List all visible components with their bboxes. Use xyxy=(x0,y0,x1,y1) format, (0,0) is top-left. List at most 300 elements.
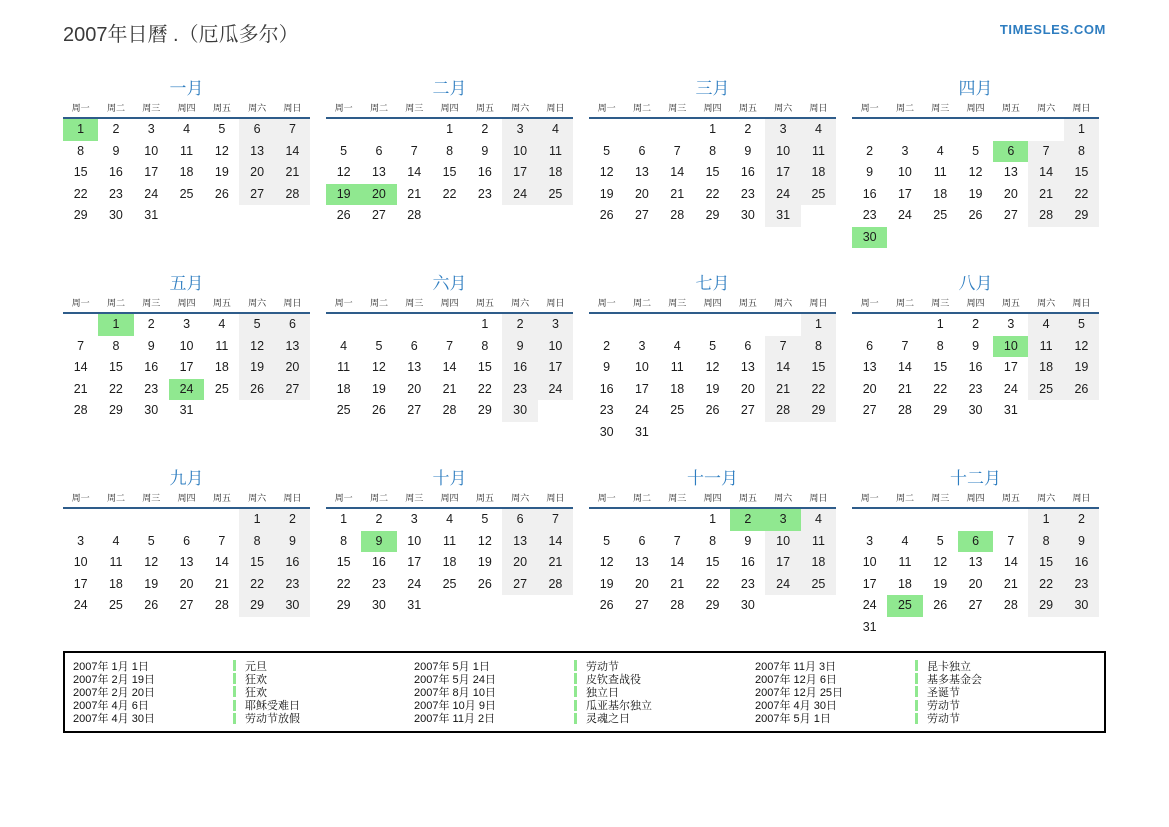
month-block-1 xyxy=(63,76,310,248)
day-cell: 14 xyxy=(442,360,457,374)
day-cell: 3 xyxy=(410,512,418,526)
day-cell: 26 xyxy=(239,379,274,401)
day-cell: 28 xyxy=(1028,205,1063,227)
day-cell: 4 xyxy=(340,338,348,353)
day-cell xyxy=(1064,227,1099,249)
day-cell: 21 xyxy=(1003,576,1018,591)
day-cell xyxy=(326,314,361,336)
day-cell: 21 xyxy=(670,186,685,201)
day-cell: 7 xyxy=(77,338,85,353)
day-cell: 7 xyxy=(901,338,909,353)
day-cell: 17 xyxy=(502,162,537,184)
day-cell: 20 xyxy=(239,162,274,184)
weekday-label: 周一 xyxy=(860,298,879,308)
day-cell: 19 xyxy=(599,186,614,201)
day-cell xyxy=(801,595,836,617)
month-block-3 xyxy=(589,76,836,248)
day-cell: 12 xyxy=(477,533,492,548)
page-title: 2007年日曆 .（厄瓜多尔） xyxy=(63,24,299,46)
day-cell: 13 xyxy=(239,141,274,163)
weekday-label: 周三 xyxy=(668,298,687,308)
day-cell: 17 xyxy=(407,555,422,569)
weekday-header-row xyxy=(589,101,836,119)
day-cell: 20 xyxy=(1003,186,1018,201)
day-cell xyxy=(239,205,274,227)
day-cell: 7 xyxy=(275,119,310,141)
day-cell: 17 xyxy=(634,381,649,396)
day-cell xyxy=(660,314,695,336)
days-grid xyxy=(63,119,310,227)
weekday-label: 周日 xyxy=(283,493,302,503)
day-cell: 7 xyxy=(1007,533,1015,548)
day-cell: 10 xyxy=(634,360,649,374)
day-cell xyxy=(958,227,993,249)
day-cell xyxy=(887,509,922,531)
day-cell: 14 xyxy=(897,360,912,374)
day-cell: 13 xyxy=(502,531,537,553)
legend-date: 2007年 10月 9日 xyxy=(414,700,496,713)
legend-holiday-name: 圣诞节 xyxy=(927,686,960,699)
day-cell: 18 xyxy=(670,381,685,396)
legend-group-3 xyxy=(755,659,1096,725)
day-cell: 17 xyxy=(765,162,800,184)
day-cell: 27 xyxy=(239,184,274,206)
day-cell xyxy=(275,205,310,227)
day-cell: 27 xyxy=(275,379,310,401)
day-cell xyxy=(397,119,432,141)
weekday-header-row xyxy=(852,491,1099,509)
day-cell: 2 xyxy=(112,122,120,136)
day-cell: 16 xyxy=(862,186,877,201)
day-cell: 9 xyxy=(112,143,120,158)
day-cell: 7 xyxy=(446,338,454,353)
legend-date: 2007年 11月 2日 xyxy=(414,713,496,726)
day-cell: 31 xyxy=(634,424,649,439)
weekday-label: 周二 xyxy=(632,493,651,503)
day-cell: 5 xyxy=(340,143,348,158)
day-cell xyxy=(204,509,239,531)
day-cell: 16 xyxy=(108,165,123,179)
day-cell: 31 xyxy=(179,403,194,417)
day-cell: 9 xyxy=(481,143,489,158)
day-cell: 25 xyxy=(538,184,573,206)
day-cell: 15 xyxy=(73,165,88,179)
day-cell: 5 xyxy=(603,143,611,158)
day-cell: 15 xyxy=(801,357,836,379)
day-cell: 16 xyxy=(477,165,492,179)
day-cell: 31 xyxy=(765,205,800,227)
day-cell: 10 xyxy=(862,555,877,569)
legend-holiday-name: 基多基金会 xyxy=(927,673,982,686)
day-cell xyxy=(730,422,765,444)
day-cell: 28 xyxy=(275,184,310,206)
weekday-header-row xyxy=(63,101,310,119)
legend-row xyxy=(73,712,414,725)
day-cell: 20 xyxy=(634,186,649,201)
day-cell: 3 xyxy=(765,119,800,141)
day-cell xyxy=(958,119,993,141)
legend-holiday-name: 劳动节 xyxy=(586,660,619,673)
day-cell xyxy=(467,595,502,617)
day-cell xyxy=(432,314,467,336)
legend-holiday-name: 劳动节放假 xyxy=(245,713,300,726)
day-cell: 31 xyxy=(144,208,159,222)
weekday-label: 周三 xyxy=(668,493,687,503)
day-cell: 27 xyxy=(371,208,386,222)
site-logo-link[interactable]: TIMESLES.COM xyxy=(999,22,1106,37)
holiday-marker-icon xyxy=(915,700,918,711)
weekday-label: 周四 xyxy=(966,493,985,503)
legend-date: 2007年 4月 30日 xyxy=(755,700,837,713)
weekday-header-row xyxy=(589,491,836,509)
weekday-label: 周二 xyxy=(106,298,125,308)
day-cell: 28 xyxy=(442,403,457,417)
day-cell: 14 xyxy=(407,165,422,179)
day-cell: 2 xyxy=(375,512,383,526)
weekday-label: 周五 xyxy=(738,103,757,113)
weekday-label: 周一 xyxy=(334,103,353,113)
day-cell: 9 xyxy=(603,360,611,374)
day-cell: 13 xyxy=(275,336,310,358)
day-cell-holiday: 6 xyxy=(958,531,993,553)
day-cell: 2 xyxy=(275,509,310,531)
day-cell: 24 xyxy=(897,208,912,222)
month-title: 九月 xyxy=(169,469,204,488)
day-cell: 6 xyxy=(638,143,646,158)
weekday-label: 周六 xyxy=(511,298,530,308)
day-cell: 8 xyxy=(801,336,836,358)
day-cell: 6 xyxy=(183,533,191,548)
day-cell: 4 xyxy=(801,119,836,141)
day-cell: 29 xyxy=(1064,205,1099,227)
day-cell: 13 xyxy=(179,555,194,569)
day-cell: 10 xyxy=(897,165,912,179)
day-cell: 29 xyxy=(239,595,274,617)
weekday-label: 周六 xyxy=(774,103,793,113)
day-cell: 26 xyxy=(214,186,229,201)
legend-date: 2007年 8月 10日 xyxy=(414,686,496,699)
day-cell: 27 xyxy=(634,598,649,612)
day-cell xyxy=(397,314,432,336)
day-cell: 11 xyxy=(801,531,836,553)
day-cell: 5 xyxy=(936,533,944,548)
day-cell: 20 xyxy=(634,576,649,591)
day-cell xyxy=(695,314,730,336)
day-cell: 14 xyxy=(1003,555,1018,569)
day-cell: 11 xyxy=(801,141,836,163)
day-cell: 8 xyxy=(77,143,85,158)
day-cell: 5 xyxy=(972,143,980,158)
day-cell: 21 xyxy=(670,576,685,591)
day-cell: 4 xyxy=(112,533,120,548)
day-cell: 1 xyxy=(709,122,717,136)
day-cell: 24 xyxy=(1003,381,1018,396)
legend-group-1 xyxy=(73,659,414,725)
day-cell xyxy=(432,595,467,617)
weekday-label: 周五 xyxy=(475,298,494,308)
day-cell: 8 xyxy=(446,143,454,158)
day-cell xyxy=(239,400,274,422)
day-cell xyxy=(502,205,537,227)
day-cell: 26 xyxy=(933,598,948,612)
weekday-label: 周日 xyxy=(1072,493,1091,503)
day-cell: 23 xyxy=(371,576,386,591)
month-title: 一月 xyxy=(169,79,204,98)
day-cell: 15 xyxy=(477,360,492,374)
day-cell: 11 xyxy=(109,555,123,569)
day-cell: 3 xyxy=(866,533,874,548)
day-cell xyxy=(801,205,836,227)
day-cell xyxy=(432,205,467,227)
day-cell: 22 xyxy=(705,576,720,591)
legend-date: 2007年 12月 6日 xyxy=(755,673,837,686)
day-cell xyxy=(993,119,1028,141)
day-cell xyxy=(852,509,887,531)
day-cell xyxy=(923,227,958,249)
day-cell: 2 xyxy=(147,317,155,331)
day-cell: 29 xyxy=(73,208,88,222)
day-cell: 11 xyxy=(180,143,194,158)
holiday-legend-box xyxy=(63,651,1106,733)
day-cell: 29 xyxy=(705,598,720,612)
weekday-label: 周五 xyxy=(212,493,231,503)
day-cell: 21 xyxy=(73,381,88,396)
day-cell: 28 xyxy=(670,208,685,222)
weekday-label: 周二 xyxy=(632,298,651,308)
weekday-label: 周二 xyxy=(895,298,914,308)
day-cell: 26 xyxy=(477,576,492,591)
day-cell: 26 xyxy=(599,598,614,612)
day-cell: 24 xyxy=(634,403,649,417)
day-cell: 14 xyxy=(214,555,229,569)
month-block-5 xyxy=(63,271,310,443)
month-block-2 xyxy=(326,76,573,248)
month-title: 十二月 xyxy=(950,469,1001,488)
day-cell xyxy=(1028,400,1063,422)
day-cell: 30 xyxy=(740,208,755,222)
day-cell: 6 xyxy=(239,119,274,141)
day-cell: 19 xyxy=(214,165,229,179)
weekday-label: 周六 xyxy=(248,103,267,113)
day-cell: 12 xyxy=(599,555,614,569)
day-cell: 19 xyxy=(599,576,614,591)
legend-holiday-name: 狂欢 xyxy=(245,673,267,686)
day-cell xyxy=(361,314,396,336)
day-cell: 11 xyxy=(538,141,573,163)
day-cell: 29 xyxy=(108,403,123,417)
day-cell: 2 xyxy=(972,317,980,331)
weekday-label: 周四 xyxy=(703,298,722,308)
day-cell xyxy=(993,617,1028,639)
holiday-marker-icon xyxy=(574,660,577,671)
day-cell xyxy=(589,314,624,336)
day-cell: 12 xyxy=(1064,336,1099,358)
weekday-label: 周六 xyxy=(774,298,793,308)
day-cell: 30 xyxy=(1064,595,1099,617)
weekday-label: 周三 xyxy=(405,493,424,503)
day-cell xyxy=(852,119,887,141)
day-cell: 25 xyxy=(670,403,685,417)
day-cell xyxy=(765,422,800,444)
day-cell: 5 xyxy=(239,314,274,336)
day-cell xyxy=(1028,119,1063,141)
day-cell: 3 xyxy=(183,317,191,331)
day-cell: 1 xyxy=(1064,119,1099,141)
day-cell xyxy=(923,119,958,141)
weekday-label: 周四 xyxy=(177,298,196,308)
day-cell: 9 xyxy=(1064,531,1099,553)
day-cell: 6 xyxy=(638,533,646,548)
weekday-label: 周五 xyxy=(475,493,494,503)
day-cell: 4 xyxy=(446,512,454,526)
days-grid xyxy=(852,314,1099,422)
day-cell: 18 xyxy=(442,555,457,569)
day-cell xyxy=(538,595,573,617)
day-cell: 20 xyxy=(740,381,755,396)
day-cell: 10 xyxy=(538,336,573,358)
day-cell: 12 xyxy=(371,360,386,374)
day-cell: 2 xyxy=(481,122,489,136)
day-cell xyxy=(63,314,98,336)
legend-holiday-name: 元旦 xyxy=(245,660,267,673)
day-cell: 2 xyxy=(1064,509,1099,531)
day-cell: 12 xyxy=(239,336,274,358)
weekday-label: 周四 xyxy=(966,103,985,113)
holiday-marker-icon xyxy=(915,686,918,697)
day-cell: 1 xyxy=(446,122,454,136)
day-cell: 25 xyxy=(1028,379,1063,401)
weekday-label: 周六 xyxy=(511,493,530,503)
day-cell: 16 xyxy=(599,381,614,396)
day-cell: 4 xyxy=(218,317,226,331)
month-block-7 xyxy=(589,271,836,443)
day-cell: 28 xyxy=(538,574,573,596)
day-cell: 27 xyxy=(968,598,983,612)
day-cell: 18 xyxy=(108,576,123,591)
weekday-label: 周四 xyxy=(440,298,459,308)
day-cell: 16 xyxy=(740,555,755,569)
day-cell: 27 xyxy=(1003,208,1018,222)
day-cell-holiday: 20 xyxy=(361,184,396,206)
day-cell: 28 xyxy=(765,400,800,422)
day-cell xyxy=(1064,400,1099,422)
day-cell: 13 xyxy=(1003,165,1018,179)
day-cell: 17 xyxy=(73,576,88,591)
holiday-marker-icon xyxy=(574,713,577,724)
day-cell: 31 xyxy=(1003,403,1018,417)
day-cell xyxy=(63,509,98,531)
day-cell: 7 xyxy=(673,533,681,548)
holiday-marker-icon xyxy=(574,700,577,711)
day-cell: 22 xyxy=(1028,574,1063,596)
weekday-label: 周五 xyxy=(738,493,757,503)
day-cell: 25 xyxy=(179,186,194,201)
day-cell: 23 xyxy=(862,208,877,222)
day-cell: 16 xyxy=(275,552,310,574)
day-cell: 26 xyxy=(705,403,720,417)
day-cell: 22 xyxy=(705,186,720,201)
legend-date: 2007年 4月 30日 xyxy=(73,713,155,726)
day-cell: 16 xyxy=(144,360,159,374)
day-cell: 19 xyxy=(968,186,983,201)
weekday-header-row xyxy=(63,491,310,509)
day-cell: 30 xyxy=(144,403,159,417)
day-cell: 28 xyxy=(73,403,88,417)
day-cell: 14 xyxy=(275,141,310,163)
day-cell: 17 xyxy=(897,186,912,201)
day-cell: 28 xyxy=(407,208,422,222)
month-title: 二月 xyxy=(432,79,467,98)
day-cell: 20 xyxy=(179,576,194,591)
day-cell xyxy=(660,509,695,531)
day-cell-holiday: 24 xyxy=(169,379,204,401)
weekday-label: 周四 xyxy=(440,103,459,113)
day-cell: 25 xyxy=(214,381,229,396)
weekday-label: 周四 xyxy=(440,493,459,503)
day-cell-holiday: 6 xyxy=(993,141,1028,163)
day-cell: 23 xyxy=(740,576,755,591)
day-cell: 8 xyxy=(709,533,717,548)
day-cell: 13 xyxy=(968,555,983,569)
day-cell: 13 xyxy=(740,360,755,374)
weekday-label: 周日 xyxy=(809,298,828,308)
holiday-marker-icon xyxy=(574,686,577,697)
day-cell: 9 xyxy=(147,338,155,353)
day-cell: 27 xyxy=(502,574,537,596)
day-cell: 12 xyxy=(968,165,983,179)
day-cell: 14 xyxy=(73,360,88,374)
day-cell: 24 xyxy=(538,379,573,401)
weekday-label: 周一 xyxy=(597,103,616,113)
day-cell: 21 xyxy=(1028,184,1063,206)
day-cell: 18 xyxy=(1028,357,1063,379)
day-cell xyxy=(765,595,800,617)
day-cell: 13 xyxy=(862,360,877,374)
month-block-6 xyxy=(326,271,573,443)
weekday-label: 周一 xyxy=(334,298,353,308)
day-cell: 21 xyxy=(538,552,573,574)
day-cell: 20 xyxy=(502,552,537,574)
weekday-header-row xyxy=(852,101,1099,119)
day-cell: 8 xyxy=(936,338,944,353)
weekday-label: 周日 xyxy=(809,103,828,113)
day-cell: 8 xyxy=(112,338,120,353)
day-cell xyxy=(275,400,310,422)
day-cell: 19 xyxy=(144,576,159,591)
day-cell xyxy=(887,119,922,141)
weekday-label: 周二 xyxy=(369,298,388,308)
month-block-12 xyxy=(852,466,1099,638)
holiday-marker-icon xyxy=(915,713,918,724)
day-cell: 15 xyxy=(336,555,351,569)
day-cell: 27 xyxy=(407,403,422,417)
holiday-marker-icon xyxy=(915,660,918,671)
day-cell: 21 xyxy=(765,379,800,401)
day-cell: 22 xyxy=(933,381,948,396)
weekday-label: 周六 xyxy=(1037,103,1056,113)
day-cell xyxy=(801,422,836,444)
month-title: 三月 xyxy=(695,79,730,98)
day-cell: 11 xyxy=(933,165,947,179)
day-cell xyxy=(538,400,573,422)
day-cell: 6 xyxy=(502,509,537,531)
day-cell xyxy=(852,314,887,336)
day-cell: 29 xyxy=(801,400,836,422)
day-cell: 1 xyxy=(936,317,944,331)
day-cell xyxy=(765,314,800,336)
day-cell: 3 xyxy=(147,122,155,136)
day-cell: 15 xyxy=(1064,162,1099,184)
